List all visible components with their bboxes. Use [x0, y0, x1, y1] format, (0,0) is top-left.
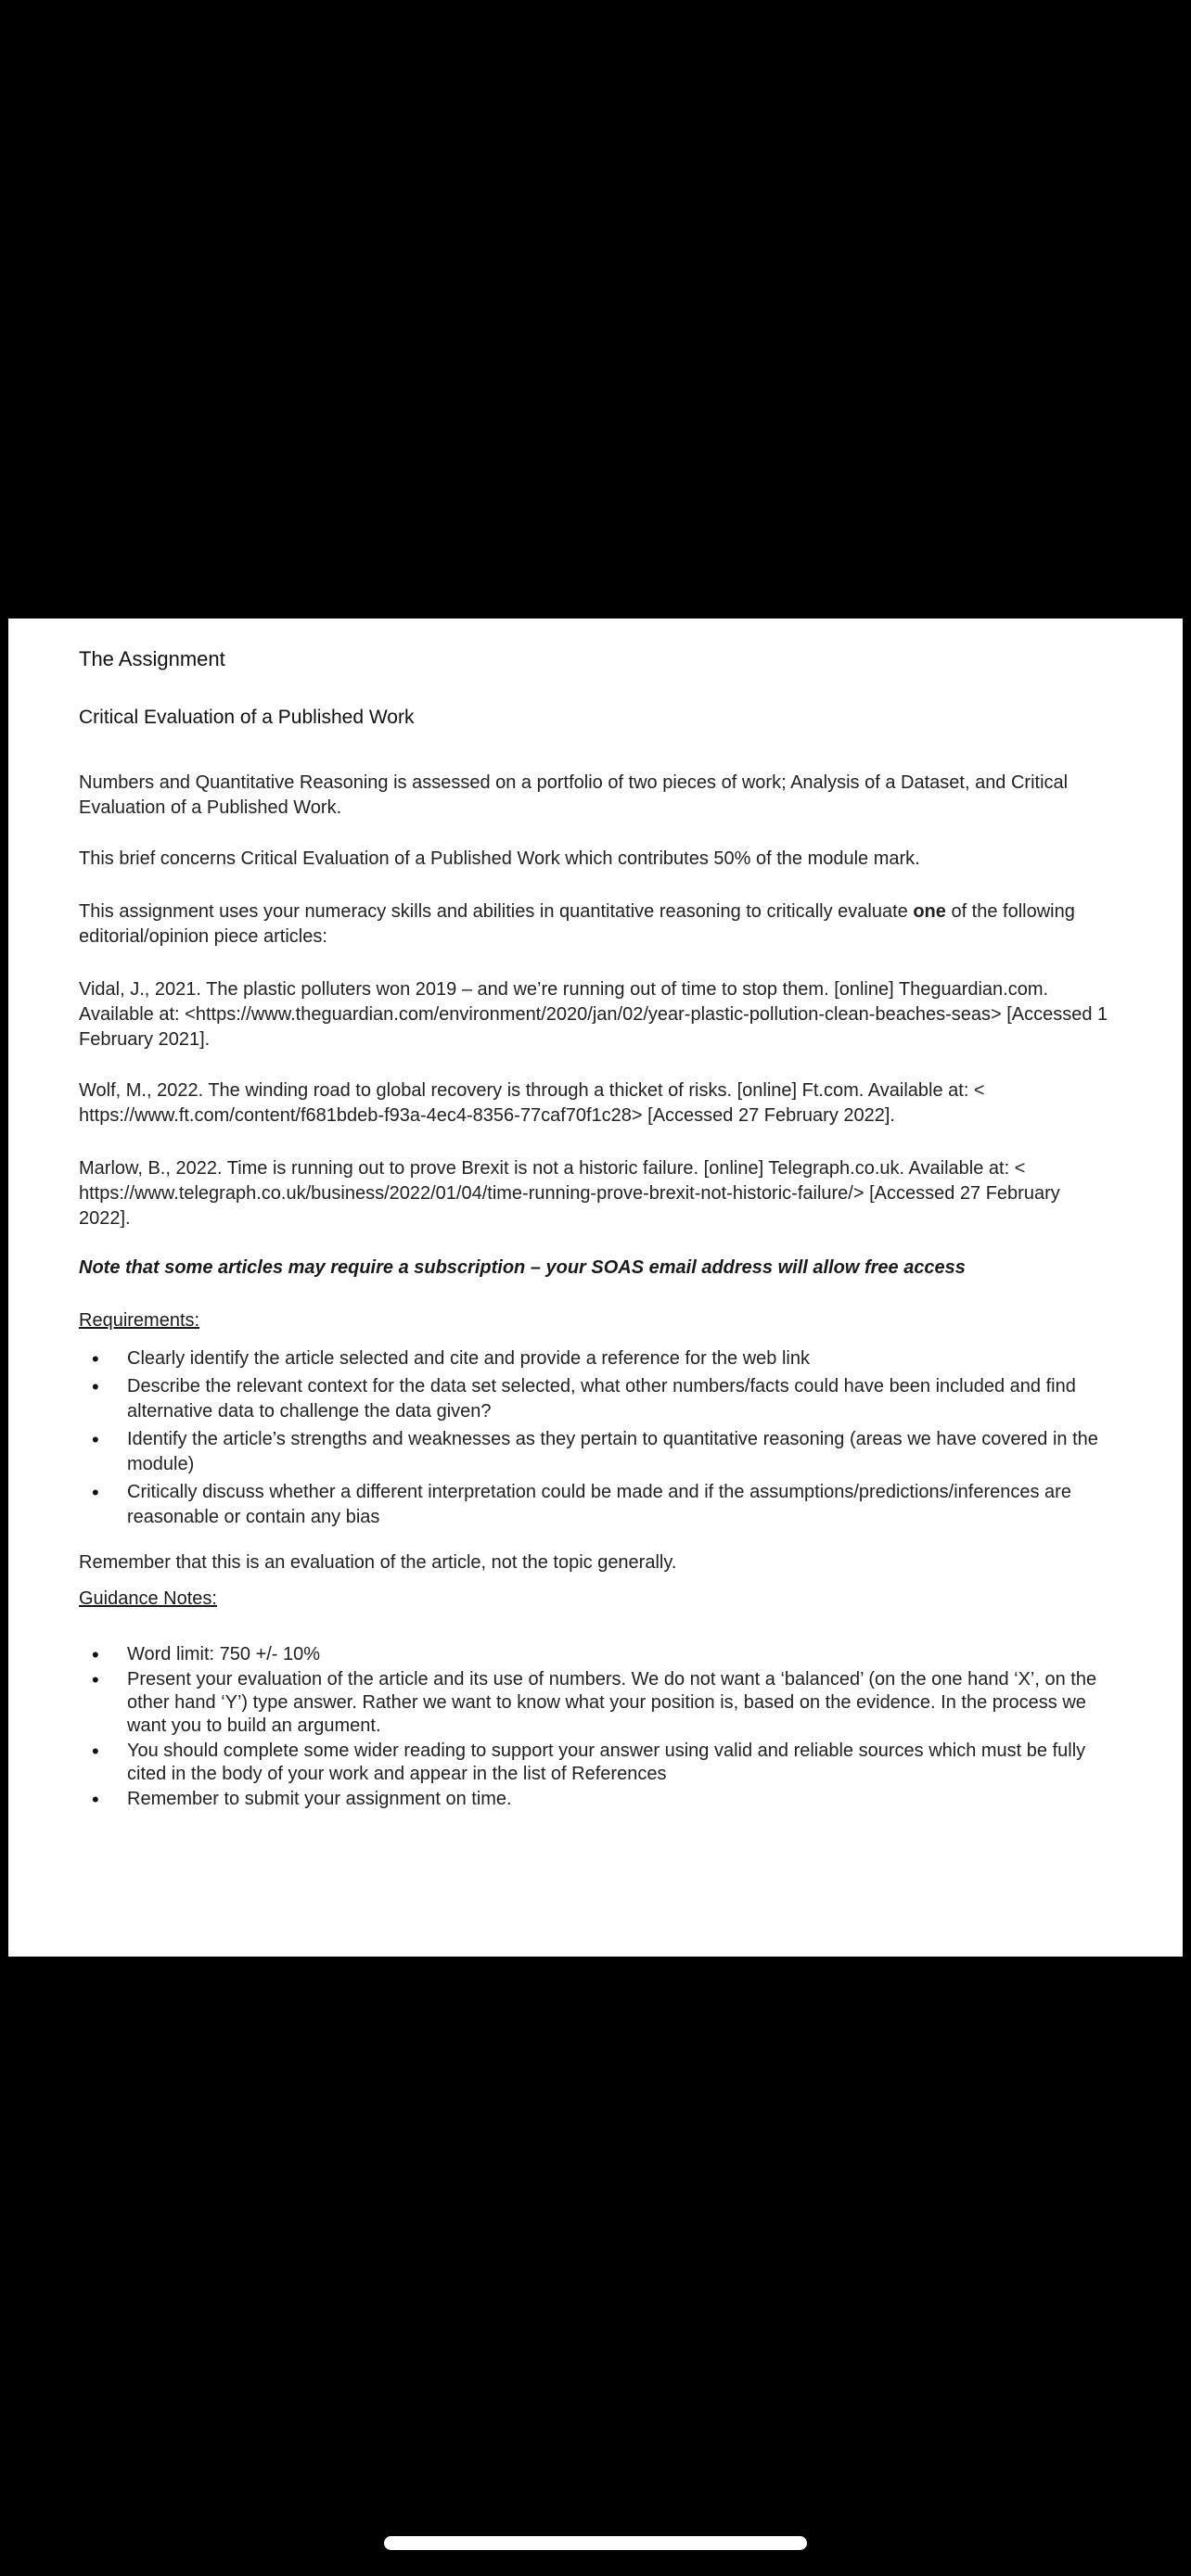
- home-indicator[interactable]: [384, 2536, 807, 2550]
- guidance-item: • Remember to submit your assignment on time.: [127, 1788, 1114, 1811]
- requirement-item: • Critically discuss whether a different interpretation could be made and if the assumptions/predictions/inferences are reasonable or contain any bias: [127, 1480, 1114, 1530]
- requirements-heading: Requirements:: [79, 1310, 200, 1331]
- guidance-item: • Word limit: 750 +/- 10%: [127, 1643, 1114, 1666]
- requirement-item: • Identify the article’s strengths and weaknesses as they pertain to quantitative reasoning (areas we have covered in the module): [127, 1427, 1114, 1477]
- requirements-list: [79, 1346, 1114, 1530]
- usage-paragraph: [79, 899, 1114, 950]
- document-subtitle: Critical Evaluation of a Published Work: [79, 707, 415, 728]
- document-page: [8, 618, 1183, 1957]
- requirement-item: • Describe the relevant context for the data set selected, what other numbers/facts could have been included and find alternative data to challenge the data given?: [127, 1374, 1114, 1424]
- guidance-item: • You should complete some wider reading to support your answer using valid and reliable sources which must be fully cited in the body of your work and appear in the list of References: [127, 1740, 1114, 1786]
- document-title: The Assignment: [79, 647, 225, 670]
- guidance-list: [79, 1643, 1114, 1811]
- brief-paragraph: This brief concerns Critical Evaluation of a Published Work which contributes 50% of the module mark.: [79, 848, 920, 869]
- usage-emphasis: one: [913, 901, 946, 922]
- reference-item: Marlow, B., 2022. Time is running out to prove Brexit is not a historic failure. [online] Telegraph.co.uk. Available at: < https://www.telegraph.co.uk/business/2022/01/04/time-running-prove-brexit-not-historic-failure/> [Accessed 27 February 2022].: [79, 1158, 1060, 1229]
- reference-item: Vidal, J., 2021. The plastic polluters won 2019 – and we’re running out of time to stop them. [online] Theguardian.com. Available at: <https://www.theguardian.com/environment/2020/jan/02/year-plastic-pollution-clean-beaches-seas> [Accessed 1 February 2021].: [79, 979, 1108, 1050]
- usage-text-before: This assignment uses your numeracy skills and abilities in quantitative reasoning to critically evaluate: [79, 901, 914, 922]
- reference-item: Wolf, M., 2022. The winding road to global recovery is through a thicket of risks. [online] Ft.com. Available at: < https://www.ft.com/content/f681bdeb-f93a-4ec4-8356-77caf70f1c28> [Accessed 27 February 2022].: [79, 1080, 985, 1126]
- guidance-heading: Guidance Notes:: [79, 1588, 217, 1609]
- requirement-item: • Clearly identify the article selected and cite and provide a reference for the web link: [127, 1346, 1114, 1371]
- usage-text-after: of the following editorial/opinion piece articles:: [79, 901, 1075, 947]
- intro-paragraph: Numbers and Quantitative Reasoning is assessed on a portfolio of two pieces of work; Analysis of a Dataset, and Critical Evaluation of a Published Work.: [79, 772, 1069, 818]
- guidance-item: • Present your evaluation of the article and its use of numbers. We do not want a ‘balanced’ (on the one hand ‘X’, on the other hand ‘Y’) type answer. Rather we want to know what your position is, based on the evidence. In the process we want you to build an argument.: [127, 1668, 1114, 1738]
- remember-note: Remember that this is an evaluation of the article, not the topic generally.: [79, 1552, 677, 1573]
- subscription-note: Note that some articles may require a subscription – your SOAS email address will allow free access: [79, 1257, 966, 1278]
